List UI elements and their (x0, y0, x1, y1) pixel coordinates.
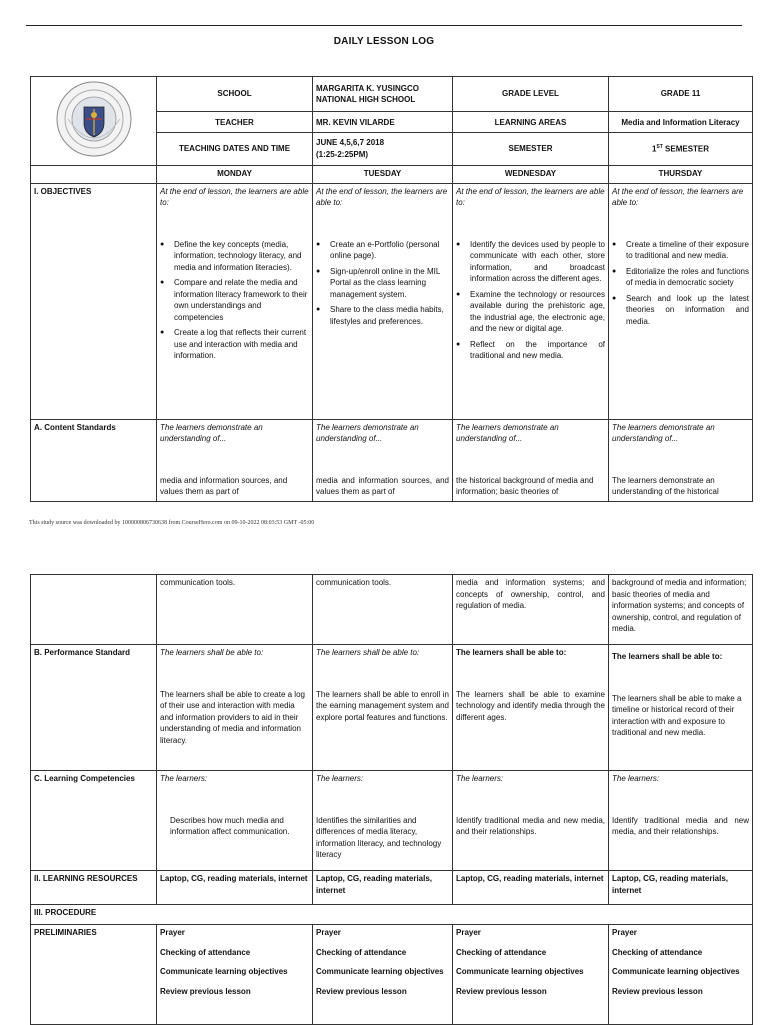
dates-value: JUNE 4,5,6,7 2018 (1:25-2:25PM) (313, 133, 453, 165)
learning-competencies-wednesday: The learners: Identify traditional media and new media, and their relationships. (453, 771, 609, 871)
learning-competencies-tuesday: The learners: Identifies the similarities and differences of media literacy, information literacy, and technology literacy (313, 771, 453, 871)
procedure-label: III. PROCEDURE (31, 905, 753, 925)
performance-standard-monday: The learners shall be able to: The learners shall be able to create a log of their use and interaction with media and information providers to aid in their understanding of media and information literacy. (157, 645, 313, 771)
content-standards-wednesday: The learners demonstrate an understanding of... the historical background of media and information; basic theories of (453, 419, 609, 501)
list-item: ● Examine the technology or resources available during the prehistoric age, the industrial age, the electronic age, and the new or digital age. (470, 289, 605, 335)
list-item: ● Share to the class media habits, lifestyles and preferences. (330, 304, 449, 327)
resources-label: II. LEARNING RESOURCES (31, 871, 157, 905)
day-wednesday: WEDNESDAY (453, 165, 609, 183)
content-standards-wednesday-cont: media and information systems; and concepts of ownership, control, and regulation of media. (453, 575, 609, 645)
list-item: ● Sign-up/enroll online in the MIL Portal as the class learning management system. (330, 266, 449, 301)
content-standards-cont-empty (31, 575, 157, 645)
learning-competencies-monday: The learners: Describes how much media and information affect communication. (157, 771, 313, 871)
preliminaries-thursday: Prayer Checking of attendance Communicate learning objectives Review previous lesson (609, 925, 753, 1025)
resources-monday: Laptop, CG, reading materials, internet (157, 871, 313, 905)
day-thursday: THURSDAY (609, 165, 753, 183)
semester-label: SEMESTER (453, 133, 609, 165)
school-value: MARGARITA K. YUSINGCO NATIONAL HIGH SCHOOL (313, 77, 453, 112)
list-item: ● Compare and relate the media and information literacy framework to their own understandings and competencies (174, 277, 309, 323)
performance-standard-tuesday: The learners shall be able to: The learners shall be able to enroll in the earning management system and explore portal features and functions. (313, 645, 453, 771)
page-title: DAILY LESSON LOG (333, 36, 435, 47)
objectives-label: I. OBJECTIVES (31, 183, 157, 419)
download-note: This study source was downloaded by 100000806730638 from CourseHero.com on 09-10-2022 08:03:53 GMT -05:00 (29, 520, 315, 526)
list-item: ● Reflect on the importance of traditional and new media. (470, 339, 605, 362)
list-item: ● Identify the devices used by people to communicate with each other, store information, and broadcast information across the different ages. (470, 239, 605, 285)
preliminaries-label: PRELIMINARIES (31, 925, 157, 1025)
objectives-tuesday: At the end of lesson, the learners are able to: ● Create an e-Portfolio (personal online page). ● Sign-up/enroll online in the MIL Portal as the class learning management system. ● Share to the class media habits, lifestyles and preferences. (313, 183, 453, 419)
day-header-empty (31, 165, 157, 183)
preliminaries-wednesday: Prayer Checking of attendance Communicate learning objectives Review previous lesson (453, 925, 609, 1025)
list-item: ● Search and look up the latest theories on information and media. (626, 293, 749, 328)
grade-label: GRADE LEVEL (453, 77, 609, 112)
areas-label: LEARNING AREAS (453, 112, 609, 133)
grade-value: GRADE 11 (609, 77, 753, 112)
objectives-wednesday: At the end of lesson, the learners are able to: ● Identify the devices used by people to communicate with each other, store information, and broadcast information across the different ages. ● Examine the technology or resources available during the prehistoric age, the industrial age, the electronic age, and the new or digital age. ● Reflect on the importance of traditional and new media. (453, 183, 609, 419)
content-standards-tuesday: The learners demonstrate an understanding of... media and information sources, and values them as part of (313, 419, 453, 501)
list-item: ● Create a log that reflects their current use and interaction with media and information. (174, 327, 309, 362)
content-standards-tuesday-cont: communication tools. (313, 575, 453, 645)
preliminaries-monday: Prayer Checking of attendance Communicate learning objectives Review previous lesson (157, 925, 313, 1025)
list-item: ● Define the key concepts (media, information, technology literacy, and media and information literacies). (174, 239, 309, 274)
areas-value: Media and Information Literacy (609, 112, 753, 133)
list-item: ● Editorialize the roles and functions of media in democratic society (626, 266, 749, 289)
performance-standard-wednesday: The learners shall be able to: The learners shall be able to examine technology and identify media through the different ages. (453, 645, 609, 771)
resources-thursday: Laptop, CG, reading materials, internet (609, 871, 753, 905)
content-standards-thursday-cont: background of media and information; basic theories of media and information systems; and concepts of ownership, control, and regulation of media. (609, 575, 753, 645)
top-rule (26, 25, 742, 26)
semester-value: 1ST SEMESTER (609, 133, 753, 165)
list-item: ● Create an e-Portfolio (personal online page). (330, 239, 449, 262)
objectives-monday: At the end of lesson, the learners are able to: ● Define the key concepts (media, information, technology literacy, and media and information literacies). ● Compare and relate the media and information literacy framework to their own understandings and competencies ● Create a log that reflects their current use and interaction with media and information. (157, 183, 313, 419)
resources-tuesday: Laptop, CG, reading materials, internet (313, 871, 453, 905)
teacher-label: TEACHER (157, 112, 313, 133)
content-standards-label: A. Content Standards (31, 419, 157, 501)
school-label: SCHOOL (157, 77, 313, 112)
logo-cell (31, 77, 157, 166)
objectives-thursday: At the end of lesson, the learners are able to: ● Create a timeline of their exposure to traditional and new media. ● Editorialize the roles and functions of media in democratic society ● Search and look up the latest theories on information and media. (609, 183, 753, 419)
day-monday: MONDAY (157, 165, 313, 183)
preliminaries-tuesday: Prayer Checking of attendance Communicate learning objectives Review previous lesson (313, 925, 453, 1025)
lesson-log-table-page-2 (30, 574, 753, 1025)
teacher-value: MR. KEVIN VILARDE (313, 112, 453, 133)
lesson-log-table-page-1 (30, 76, 753, 502)
list-item: ● Create a timeline of their exposure to traditional and new media. (626, 239, 749, 262)
content-standards-monday: The learners demonstrate an understanding of... media and information sources, and values them as part of (157, 419, 313, 501)
resources-wednesday: Laptop, CG, reading materials, internet (453, 871, 609, 905)
content-standards-thursday: The learners demonstrate an understanding of... The learners demonstrate an understanding of the historical (609, 419, 753, 501)
performance-standard-label: B. Performance Standard (31, 645, 157, 771)
day-tuesday: TUESDAY (313, 165, 453, 183)
dates-label: TEACHING DATES AND TIME (157, 133, 313, 165)
content-standards-monday-cont: communication tools. (157, 575, 313, 645)
learning-competencies-thursday: The learners: Identify traditional media and new media, and their relationships. (609, 771, 753, 871)
learning-competencies-label: C. Learning Competencies (31, 771, 157, 871)
performance-standard-thursday: The learners shall be able to: The learners shall be able to make a timeline or historical record of their interaction with and exposure to traditional and new media. (609, 645, 753, 771)
deped-seal-icon (46, 79, 142, 159)
